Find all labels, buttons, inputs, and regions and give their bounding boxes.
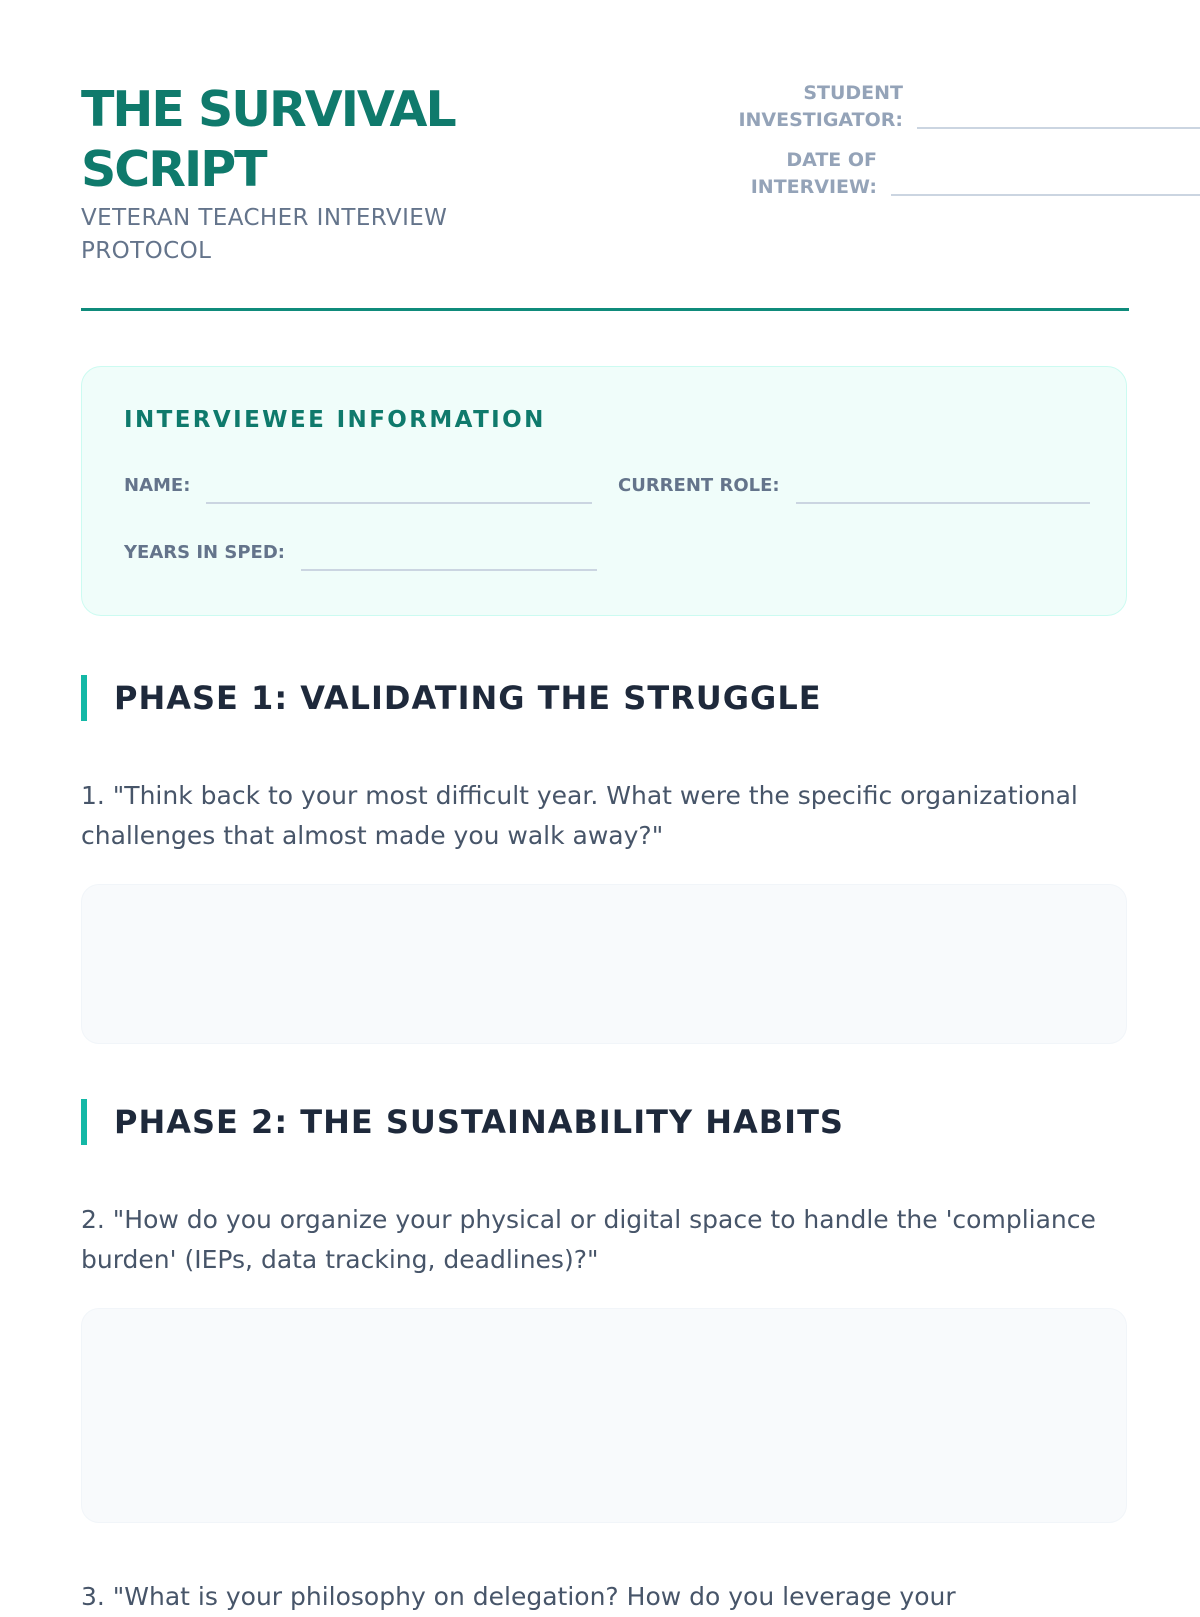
name-field xyxy=(124,475,592,496)
document-subtitle: VETERAN TEACHER INTERVIEW PROTOCOL xyxy=(81,205,448,264)
interview-date-field xyxy=(673,147,1200,201)
header-divider xyxy=(81,308,1129,311)
current-role-line[interactable] xyxy=(796,502,1090,504)
phase-1-heading xyxy=(81,675,1129,721)
name-line[interactable] xyxy=(206,502,592,504)
question-3: 3. "What is your philosophy on delegation? How do you leverage your xyxy=(81,1582,956,1611)
interviewee-info-card xyxy=(81,366,1127,616)
current-role-field xyxy=(618,475,1090,496)
document-header xyxy=(81,0,1129,312)
student-investigator-field xyxy=(663,80,1200,134)
years-in-sped-line[interactable] xyxy=(301,569,597,571)
phase-accent-bar xyxy=(81,1099,87,1145)
current-role-label: CURRENT ROLE: xyxy=(618,475,780,496)
answer-box-1[interactable] xyxy=(81,884,1127,1044)
document-title: THE SURVIVAL SCRIPT xyxy=(81,81,455,198)
answer-box-2[interactable] xyxy=(81,1308,1127,1523)
interview-protocol-page xyxy=(81,0,1129,1611)
student-investigator-line[interactable] xyxy=(917,127,1200,129)
interview-date-line[interactable] xyxy=(891,194,1200,196)
phase-2-title: PHASE 2: THE SUSTAINABILITY HABITS xyxy=(114,1103,844,1141)
student-investigator-label: STUDENT INVESTIGATOR: xyxy=(738,82,903,131)
interviewee-info-title: INTERVIEWEE INFORMATION xyxy=(124,407,546,433)
years-in-sped-label: YEARS IN SPED: xyxy=(124,542,285,563)
phase-1-title: PHASE 1: VALIDATING THE STRUGGLE xyxy=(114,679,822,717)
question-1: 1. "Think back to your most difficult year. What were the specific organizational challenges that almost made you walk away?" xyxy=(81,781,1078,850)
phase-accent-bar xyxy=(81,675,87,721)
interview-date-label: DATE OF INTERVIEW: xyxy=(750,149,877,198)
question-2: 2. "How do you organize your physical or digital space to handle the 'compliance burden' (IEPs, data tracking, deadlines)?" xyxy=(81,1205,1096,1274)
years-in-sped-field xyxy=(124,542,597,563)
phase-2-heading xyxy=(81,1099,1129,1145)
name-label: NAME: xyxy=(124,475,191,496)
